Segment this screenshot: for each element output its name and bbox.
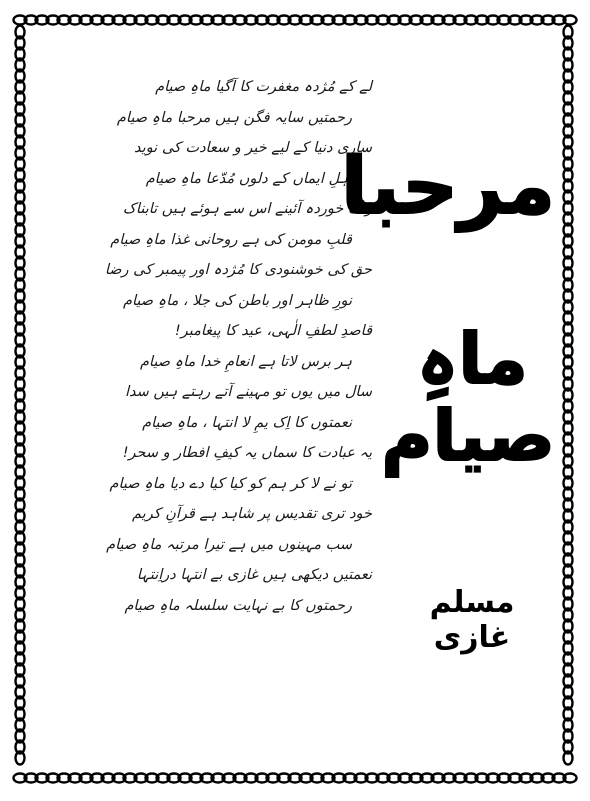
poem-line: سب مہینوں میں ہے تیرا مرتبہ ماہِ صیام (106, 536, 352, 553)
poem-line: نورِ ظاہر اور باطن کی جلا ، ماہِ صیام (123, 292, 352, 309)
title-line-1: مرحبا (340, 142, 555, 232)
poem-body (86, 72, 376, 621)
poem-line: تو نے لا کر ہم کو کیا کیا دے دیا ماہِ صیام (109, 475, 352, 492)
poem-line: نعمتیں دیکھی ہیں غازی بے انتہا دراِنتہا (136, 567, 372, 583)
poem-line: ہر برس لاتا ہے انعامِ خدا ماہِ صیام (139, 353, 352, 370)
poem-line: لے کے مُژدہ مغفرت کا آگیا ماہِ صیام (155, 79, 372, 95)
poem-line: حق کی خوشنودی کا مُژدہ اور پیمبر کی رضا (104, 262, 372, 278)
chain-border-top (14, 16, 577, 25)
poem-line: خود تری تقدیس پر شاہد ہے قرآنِ کریم (132, 506, 372, 522)
poem-line: یہ عبادت کا سماں یہ کیفِ افطار و سحر! (122, 445, 372, 461)
poem-line: ساری دنیا کے لیے خیر و سعادت کی نوید (134, 140, 372, 156)
poem-line: اہلِ ایماں کے دلوں مُدّعا ماہِ صیام (145, 170, 352, 187)
poem-line: قلبِ مومن کی ہے روحانی غذا ماہِ صیام (110, 231, 352, 248)
poem-line: رحمتیں سایہ فگن ہیں مرحبا ماہِ صیام (116, 109, 352, 126)
poem-line: سال میں یوں تو مہینے آتے رہتے ہیں سدا (125, 384, 372, 400)
poem-line: زنگ خوردہ آئینے اس سے ہوئے ہیں تابناک (122, 201, 372, 217)
poem-line: رحمتوں کا بے نہایت سلسلہ ماہِ صیام (124, 597, 352, 614)
poem-line: نعمتوں کا اِک یمِ لا انتہا ، ماہِ صیام (142, 414, 352, 431)
poem-title (340, 105, 555, 525)
chain-border-right (564, 26, 573, 765)
title-line-2: ماہِ صیام (381, 317, 555, 477)
chain-border-bottom (14, 774, 577, 783)
chain-border-left (16, 26, 25, 765)
poem-line: قاصدِ لطفِ الٰہی، عید کا پیغامبر! (174, 323, 372, 339)
author-name: مسلم غازی (429, 585, 515, 655)
